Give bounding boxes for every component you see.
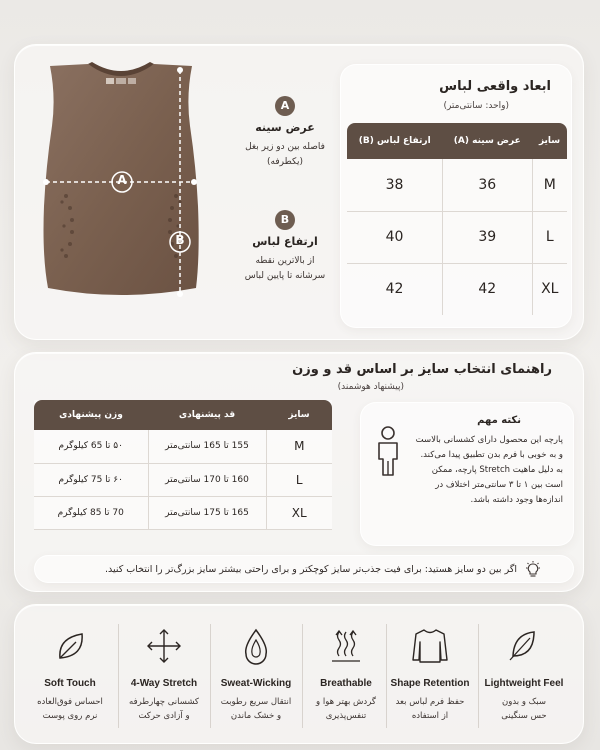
guide-height: 160 تا 170 سانتی‌متر xyxy=(148,463,266,496)
feature-desc-2: و آزادی حرکت xyxy=(138,711,190,721)
guide-header-size: سایز xyxy=(266,400,332,430)
dimensions-unit: (واحد: سانتی‌متر) xyxy=(443,101,509,111)
dim-size: XL xyxy=(541,281,559,298)
guide-height: 165 تا 175 سانتی‌متر xyxy=(148,496,266,529)
guide-header-weight: وزن پیشنهادی xyxy=(34,400,148,430)
chest-width-desc-2: (یکطرفه) xyxy=(267,157,303,167)
table-row xyxy=(34,496,332,529)
feature-4-way-stretch xyxy=(120,614,208,736)
sweater-icon xyxy=(410,626,450,666)
water-drop-icon xyxy=(236,626,276,666)
airflow-icon xyxy=(326,626,366,666)
feature-desc-2: حس سنگینی xyxy=(501,711,547,721)
guide-size: XL xyxy=(266,496,332,529)
feature-title: 4-Way Stretch xyxy=(130,678,198,689)
length-callout xyxy=(230,210,340,284)
divider xyxy=(478,624,479,728)
feature-desc-1: حفظ فرم لباس بعد xyxy=(395,697,465,707)
feature-lightweight xyxy=(480,614,568,736)
feature-title: Shape Retention xyxy=(390,678,470,689)
feature-desc-2: تنفس‌پذیری xyxy=(325,711,367,721)
note-body: پارچه این محصول دارای کشسانی بالاست و به خوبی با فرم بدن تطبیق پیدا می‌کند. به دلیل ماهیت Stretch پارچه، ممکن است بین ۱ تا ۳ سانتی‌متر اختلاف در اندازه‌ها وجود داشته باشد. xyxy=(415,435,563,505)
chest-width-desc-1: فاصله بین دو زیر بغل xyxy=(245,142,325,152)
guide-size: M xyxy=(266,430,332,463)
guide-header-height: قد پیشنهادی xyxy=(148,400,266,430)
table-row xyxy=(347,159,567,211)
guide-weight: ۵۰ تا 65 کیلوگرم xyxy=(34,430,148,463)
dim-size: L xyxy=(532,211,567,263)
divider xyxy=(118,624,119,728)
feature-breathable xyxy=(302,614,390,736)
dim-length: 38 xyxy=(347,159,442,211)
dim-header-chest: عرض سینه (A) xyxy=(442,123,532,159)
lightbulb-icon xyxy=(525,561,541,579)
dimensions-title: ابعاد واقعی لباس xyxy=(439,79,551,94)
table-row xyxy=(347,263,567,315)
feature-soft-touch xyxy=(26,614,114,736)
dimensions-table-box xyxy=(340,64,572,328)
feature-title: Sweat-Wicking xyxy=(220,678,292,689)
leaf-icon xyxy=(50,626,90,666)
dim-size: M xyxy=(532,159,567,211)
feature-desc-1: انتقال سریع رطوبت xyxy=(220,697,292,707)
chest-width-title: عرض سینه xyxy=(255,121,315,134)
dim-length: 40 xyxy=(347,211,442,263)
feature-title: Lightweight Feel xyxy=(484,678,564,689)
size-guide-subtitle: (پیشنهاد هوشمند) xyxy=(337,382,404,392)
table-row xyxy=(347,211,567,263)
size-tip-bar xyxy=(34,555,574,583)
badge-a: A xyxy=(275,96,295,116)
feature-sweat-wicking xyxy=(212,614,300,736)
feature-desc-2: از استفاده xyxy=(411,711,449,721)
guide-size: L xyxy=(266,463,332,496)
table-row xyxy=(34,430,332,463)
guide-weight: ۶۰ تا 75 کیلوگرم xyxy=(34,463,148,496)
shirt-mark-b: B xyxy=(175,233,185,247)
feature-desc-2: نرم روی پوست xyxy=(42,711,98,721)
feature-title: Breathable xyxy=(320,678,372,689)
dim-chest: 36 xyxy=(442,159,532,211)
shirt-mark-a: A xyxy=(117,173,127,187)
guide-weight: 70 تا 85 کیلوگرم xyxy=(34,496,148,529)
size-guide-table xyxy=(34,400,332,530)
feature-desc-2: و خشک ماندن xyxy=(230,711,282,721)
dim-chest: 42 xyxy=(442,263,532,315)
important-note-box xyxy=(360,402,574,546)
divider xyxy=(210,624,211,728)
person-icon xyxy=(371,425,405,477)
feature-shape-retention xyxy=(386,614,474,736)
dim-header-size: سایز xyxy=(532,123,567,159)
feather-icon xyxy=(504,626,544,666)
dimensions-table xyxy=(347,123,567,315)
feature-title: Soft Touch xyxy=(44,678,96,689)
four-way-arrows-icon xyxy=(144,626,184,666)
guide-height: 155 تا 165 سانتی‌متر xyxy=(148,430,266,463)
length-desc-1: از بالاترین نقطه xyxy=(255,256,315,266)
chest-width-callout xyxy=(230,96,340,170)
dim-chest: 39 xyxy=(442,211,532,263)
note-title: نکته مهم xyxy=(477,415,521,426)
length-desc-2: سرشانه تا پایین لباس xyxy=(244,271,326,281)
crop-top-image xyxy=(26,56,216,312)
length-title: ارتفاع لباس xyxy=(252,235,318,248)
table-row xyxy=(34,463,332,496)
size-guide-title: راهنمای انتخاب سایز بر اساس قد و وزن xyxy=(292,362,552,377)
feature-desc-1: کشسانی چهارطرفه xyxy=(129,697,199,707)
size-tip-text: اگر بین دو سایز هستید: برای فیت جذب‌تر سایز کوچکتر و برای راحتی بیشتر سایز بزرگ‌تر را انتخاب کنید. xyxy=(105,564,517,575)
feature-desc-1: سبک و بدون xyxy=(502,697,546,707)
dim-length: 42 xyxy=(347,263,442,315)
feature-desc-1: احساس فوق‌العاده xyxy=(37,697,103,707)
dim-header-length: ارتفاع لباس (B) xyxy=(347,123,442,159)
badge-b: B xyxy=(275,210,295,230)
feature-desc-1: گردش بهتر هوا و xyxy=(316,697,376,707)
